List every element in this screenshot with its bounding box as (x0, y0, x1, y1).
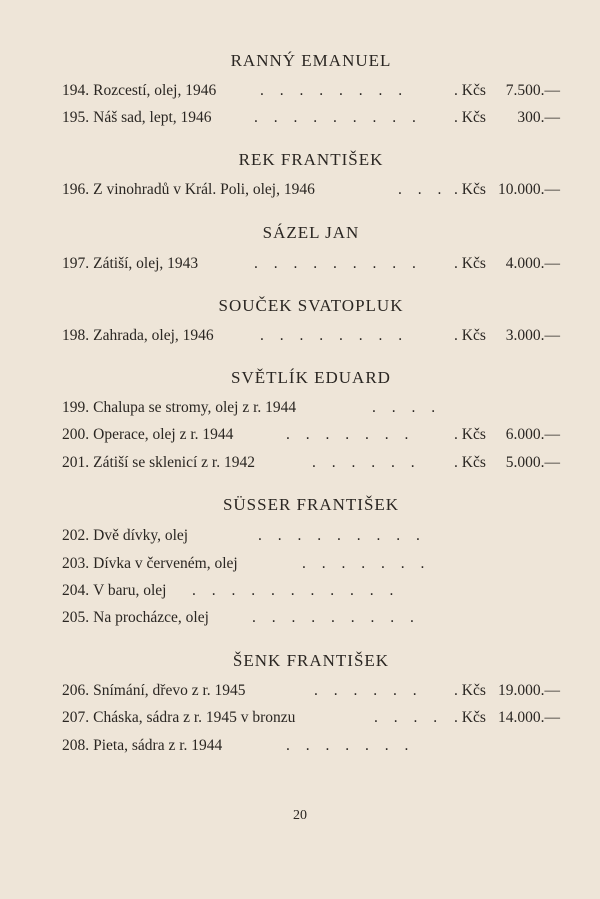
leader-dots: . . . . . . . . (260, 82, 409, 99)
artist-heading: SOUČEK SVATOPLUK (218, 296, 404, 315)
leader-dots: . . . (398, 181, 448, 198)
list-item (62, 399, 562, 421)
currency-label: . Kčs (454, 109, 486, 126)
page-number: 20 (293, 808, 307, 823)
price: 10.000.— (498, 181, 560, 198)
price: 5.000.— (505, 454, 560, 471)
artwork-title: Chalupa se stromy, olej z r. 1944 (93, 399, 297, 416)
catalog-number: 204. (62, 582, 90, 599)
leader-dots: . . . . . . . (286, 737, 415, 754)
currency-label: . Kčs (454, 709, 486, 726)
list-item (62, 181, 562, 203)
price: 7.500.— (505, 82, 560, 99)
catalog-number: 199. (62, 399, 90, 416)
leader-dots: . . . . (374, 709, 444, 726)
artwork-title: Dívka v červeném, olej (93, 555, 238, 572)
artwork-title: Operace, olej z r. 1944 (93, 426, 234, 443)
leader-dots: . . . . . . . . . (254, 255, 422, 272)
currency-label: . Kčs (454, 327, 486, 344)
artwork-title: V baru, olej (93, 582, 167, 599)
leader-dots: . . . . . . . . (260, 327, 409, 344)
price: 3.000.— (505, 327, 560, 344)
artist-heading: ŠENK FRANTIŠEK (232, 651, 390, 670)
list-item (62, 555, 562, 577)
artwork-title: Zátiší se sklenicí z r. 1942 (93, 454, 255, 471)
list-item (62, 327, 562, 349)
catalog-number: 194. (62, 82, 90, 99)
list-item (62, 82, 562, 104)
leader-dots: . . . . . . . . . (252, 609, 420, 626)
list-item (62, 454, 562, 476)
list-item (62, 709, 562, 731)
artwork-title: Na procházce, olej (93, 609, 209, 626)
price: 14.000.— (498, 709, 560, 726)
price: 300.— (517, 109, 560, 126)
leader-dots: . . . . (372, 399, 442, 416)
catalog-number: 200. (62, 426, 90, 443)
artwork-title: Cháska, sádra z r. 1945 v bronzu (93, 709, 296, 726)
leader-dots: . . . . . . . . . (258, 527, 426, 544)
currency-label: . Kčs (454, 82, 486, 99)
artist-heading: REK FRANTIŠEK (238, 150, 384, 169)
list-item (62, 609, 562, 631)
artwork-title: Zahrada, olej, 1946 (93, 327, 214, 344)
currency-label: . Kčs (454, 682, 486, 699)
artwork-title: Zátiší, olej, 1943 (93, 255, 199, 272)
price: 6.000.— (505, 426, 560, 443)
catalog-number: 201. (62, 454, 90, 471)
leader-dots: . . . . . . (314, 682, 423, 699)
artist-heading: SÁZEL JAN (262, 223, 360, 242)
catalog-number: 205. (62, 609, 90, 626)
catalog-number: 202. (62, 527, 90, 544)
catalog-number: 206. (62, 682, 90, 699)
catalog-number: 197. (62, 255, 90, 272)
artwork-title: Pieta, sádra z r. 1944 (93, 737, 223, 754)
leader-dots: . . . . . . . (302, 555, 431, 572)
price: 4.000.— (505, 255, 560, 272)
leader-dots: . . . . . . . . . . . (192, 582, 400, 599)
catalog-number: 203. (62, 555, 90, 572)
leader-dots: . . . . . . (312, 454, 421, 471)
currency-label: . Kčs (454, 181, 486, 198)
artwork-title: Z vinohradů v Král. Poli, olej, 1946 (93, 181, 315, 198)
list-item (62, 527, 562, 549)
list-item (62, 109, 562, 131)
currency-label: . Kčs (454, 426, 486, 443)
catalog-number: 195. (62, 109, 90, 126)
artist-heading: SÜSSER FRANTIŠEK (222, 495, 400, 514)
artwork-title: Snímání, dřevo z r. 1945 (93, 682, 246, 699)
list-item (62, 737, 562, 759)
list-item (62, 426, 562, 448)
artwork-title: Rozcestí, olej, 1946 (93, 82, 217, 99)
artwork-title: Dvě dívky, olej (93, 527, 189, 544)
price: 19.000.— (498, 682, 560, 699)
catalog-number: 207. (62, 709, 90, 726)
currency-label: . Kčs (454, 255, 486, 272)
list-item (62, 682, 562, 704)
currency-label: . Kčs (454, 454, 486, 471)
artist-heading: RANNÝ EMANUEL (230, 51, 392, 70)
artist-heading: SVĚTLÍK EDUARD (231, 368, 391, 387)
artwork-title: Náš sad, lept, 1946 (93, 109, 212, 126)
list-item (62, 255, 562, 277)
catalog-number: 196. (62, 181, 90, 198)
catalog-number: 208. (62, 737, 90, 754)
leader-dots: . . . . . . . . . (254, 109, 422, 126)
catalog-number: 198. (62, 327, 90, 344)
list-item (62, 582, 562, 604)
leader-dots: . . . . . . . (286, 426, 415, 443)
